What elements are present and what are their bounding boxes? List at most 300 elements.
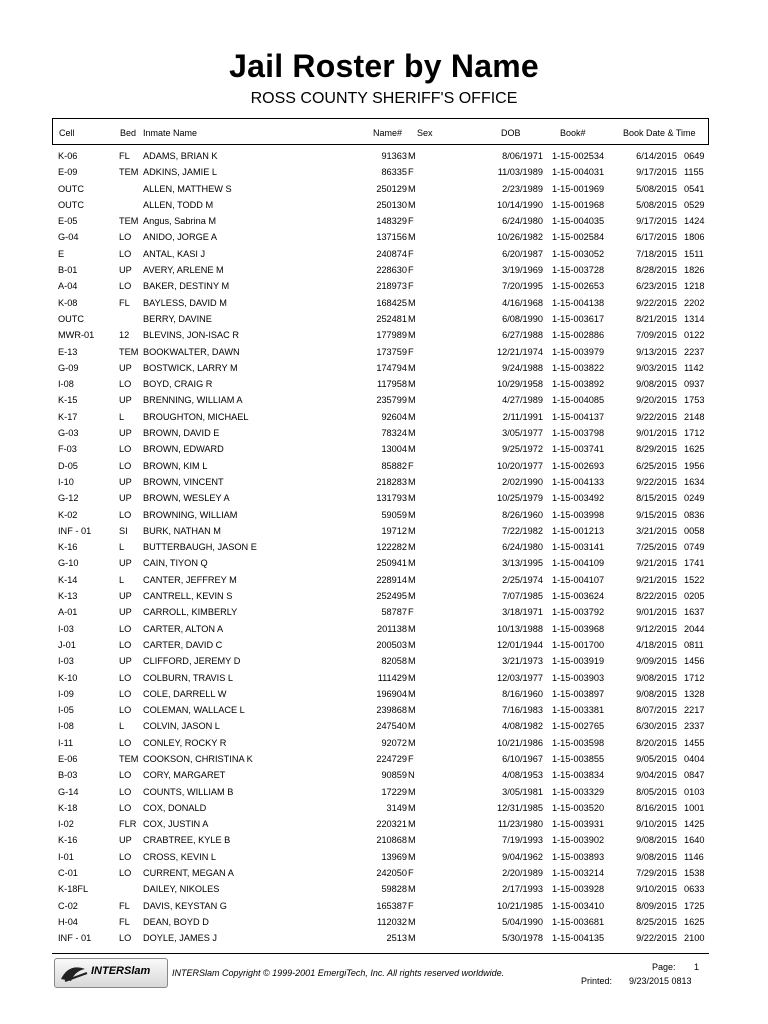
- row-inmate-name: CRABTREE, KYLE B: [143, 835, 231, 846]
- row-dob: 10/14/1990: [497, 199, 543, 210]
- row-book-number: 1-15-003998: [552, 509, 605, 520]
- table-row: [0, 508, 768, 524]
- interslam-logo: [54, 958, 168, 988]
- row-cell: I-01: [58, 851, 74, 862]
- row-sex: M: [408, 428, 416, 439]
- row-sex: M: [408, 525, 416, 536]
- row-book-date: 8/29/2015: [636, 444, 677, 455]
- row-book-time: 1640: [684, 835, 705, 846]
- row-bed: UP: [119, 591, 132, 602]
- row-sex: N: [408, 770, 415, 781]
- row-dob: 7/22/1982: [502, 525, 543, 536]
- row-name-number: 59828: [381, 884, 407, 895]
- row-sex: M: [408, 574, 416, 585]
- row-book-number: 1-15-003903: [552, 672, 605, 683]
- row-dob: 6/08/1990: [502, 313, 543, 324]
- row-inmate-name: CARROLL, KIMBERLY: [143, 607, 238, 618]
- row-book-time: 0749: [684, 542, 705, 553]
- row-book-date: 9/08/2015: [636, 851, 677, 862]
- row-sex: F: [408, 167, 414, 178]
- row-book-date: 9/08/2015: [636, 835, 677, 846]
- row-book-date: 7/09/2015: [636, 330, 677, 341]
- row-book-number: 1-15-003893: [552, 851, 605, 862]
- row-book-date: 9/08/2015: [636, 688, 677, 699]
- row-cell: K-18: [58, 802, 78, 813]
- row-book-number: 1-15-003792: [552, 607, 605, 618]
- row-book-time: 2217: [684, 705, 705, 716]
- row-book-date: 8/20/2015: [636, 737, 677, 748]
- row-inmate-name: CORY, MARGARET: [143, 770, 226, 781]
- row-book-time: 2148: [684, 411, 705, 422]
- row-dob: 2/02/1990: [502, 476, 543, 487]
- row-book-date: 8/16/2015: [636, 802, 677, 813]
- row-book-time: 2100: [684, 933, 705, 944]
- row-bed: LO: [119, 672, 132, 683]
- row-bed: LO: [119, 623, 132, 634]
- row-inmate-name: Angus, Sabrina M: [143, 216, 217, 227]
- row-name-number: 235799: [376, 395, 407, 406]
- row-book-date: 9/17/2015: [636, 216, 677, 227]
- table-row: [0, 361, 768, 377]
- row-name-number: 210868: [376, 835, 407, 846]
- row-sex: F: [408, 900, 414, 911]
- row-book-date: 8/28/2015: [636, 265, 677, 276]
- row-dob: 6/20/1987: [502, 248, 543, 259]
- row-bed: TEM: [119, 216, 139, 227]
- row-sex: M: [408, 916, 416, 927]
- row-inmate-name: DEAN, BOYD D: [143, 916, 209, 927]
- row-cell: K-18FL: [58, 884, 89, 895]
- table-row: [0, 540, 768, 556]
- row-inmate-name: BROWN, EDWARD: [143, 444, 224, 455]
- row-dob: 10/21/1986: [497, 737, 543, 748]
- row-bed: FL: [119, 151, 130, 161]
- row-cell: I-05: [58, 705, 74, 716]
- row-inmate-name: ADAMS, BRIAN K: [143, 151, 218, 161]
- row-sex: M: [408, 639, 416, 650]
- row-sex: F: [408, 868, 414, 879]
- row-sex: F: [408, 753, 414, 764]
- row-book-time: 1625: [684, 444, 705, 455]
- row-bed: FLR: [119, 819, 137, 830]
- row-inmate-name: BROWN, VINCENT: [143, 476, 224, 487]
- row-cell: INF - 01: [58, 933, 92, 944]
- row-name-number: 247540: [376, 721, 407, 732]
- row-book-number: 1-15-003214: [552, 868, 605, 879]
- row-name-number: 117958: [377, 379, 407, 390]
- row-name-number: 173759: [376, 346, 407, 357]
- row-inmate-name: COUNTS, WILLIAM B: [143, 786, 234, 797]
- row-book-number: 1-15-003902: [552, 835, 605, 846]
- row-book-number: 1-15-003919: [552, 656, 605, 667]
- row-book-time: 1456: [684, 656, 705, 667]
- row-inmate-name: CROSS, KEVIN L: [143, 851, 217, 862]
- row-name-number: 19712: [381, 525, 407, 536]
- row-book-time: 0541: [684, 183, 705, 194]
- row-dob: 4/16/1968: [502, 297, 543, 308]
- row-dob: 10/25/1979: [497, 493, 543, 504]
- row-book-number: 1-15-004031: [552, 167, 605, 178]
- row-inmate-name: CAIN, TIYON Q: [143, 558, 208, 569]
- row-name-number: 131793: [376, 493, 407, 504]
- row-book-time: 0811: [684, 639, 704, 650]
- row-cell: K-10: [58, 672, 78, 683]
- row-bed: UP: [119, 835, 132, 846]
- table-row: [0, 687, 768, 703]
- row-inmate-name: ANIDO, JORGE A: [143, 232, 218, 243]
- row-name-number: 78324: [381, 428, 407, 439]
- table-row: [0, 589, 768, 605]
- row-name-number: 250129: [376, 183, 407, 194]
- table-row: [0, 410, 768, 426]
- row-name-number: 122282: [376, 542, 407, 553]
- table-row: [0, 198, 768, 214]
- row-sex: M: [408, 476, 416, 487]
- row-book-date: 6/14/2015: [636, 151, 677, 161]
- row-book-date: 6/25/2015: [636, 460, 677, 471]
- row-book-date: 9/04/2015: [636, 770, 677, 781]
- table-row: [0, 247, 768, 263]
- row-name-number: 242050: [376, 868, 407, 879]
- row-bed: LO: [119, 639, 132, 650]
- row-book-date: 9/21/2015: [636, 558, 677, 569]
- copyright-notice: INTERSlam Copyright © 1999-2001 EmergiTech, Inc. All rights reserved worldwide.: [172, 968, 505, 978]
- row-cell: K-17: [58, 411, 78, 422]
- table-row: [0, 328, 768, 344]
- row-name-number: 252495: [376, 591, 407, 602]
- row-bed: LO: [119, 379, 132, 390]
- row-sex: M: [408, 395, 416, 406]
- row-name-number: 86335: [381, 167, 407, 178]
- row-bed: UP: [119, 656, 132, 667]
- row-sex: M: [408, 444, 416, 455]
- row-dob: 3/18/1971: [502, 607, 543, 618]
- table-row: [0, 654, 768, 670]
- row-book-number: 1-15-003492: [552, 493, 605, 504]
- row-sex: M: [408, 851, 416, 862]
- row-cell: I-09: [58, 688, 74, 699]
- row-book-date: 6/30/2015: [636, 721, 677, 732]
- table-row: [0, 573, 768, 589]
- row-book-time: 1712: [684, 672, 705, 683]
- row-bed: L: [119, 542, 125, 553]
- row-book-number: 1-15-003834: [552, 770, 605, 781]
- row-inmate-name: COLBURN, TRAVIS L: [143, 672, 234, 683]
- row-book-date: 8/05/2015: [636, 786, 677, 797]
- row-cell: I-03: [58, 656, 74, 667]
- row-bed: L: [119, 411, 125, 422]
- row-dob: 11/23/1980: [497, 819, 543, 830]
- row-book-date: 7/25/2015: [636, 542, 677, 553]
- table-row: [0, 768, 768, 784]
- row-cell: C-02: [58, 900, 78, 911]
- row-cell: OUTC: [58, 313, 85, 324]
- row-name-number: 92072: [381, 737, 407, 748]
- row-bed: UP: [119, 265, 132, 276]
- row-book-time: 0404: [684, 753, 705, 764]
- row-cell: B-03: [58, 770, 78, 781]
- row-cell: D-05: [58, 460, 78, 471]
- row-dob: 10/29/1958: [497, 379, 543, 390]
- row-book-date: 9/05/2015: [636, 753, 677, 764]
- row-sex: M: [408, 362, 416, 373]
- table-row: [0, 638, 768, 654]
- row-cell: K-14: [58, 574, 78, 585]
- row-sex: M: [408, 802, 416, 813]
- row-book-number: 1-15-003798: [552, 428, 605, 439]
- table-row: [0, 263, 768, 279]
- row-book-number: 1-15-003979: [552, 346, 605, 357]
- row-bed: LO: [119, 688, 132, 699]
- row-bed: TEM: [119, 753, 139, 764]
- column-header-book-number: Book#: [560, 128, 586, 138]
- row-inmate-name: COLEMAN, WALLACE L: [143, 705, 245, 716]
- row-sex: M: [408, 379, 416, 390]
- row-book-date: 9/22/2015: [636, 411, 677, 422]
- row-sex: M: [408, 183, 416, 194]
- row-name-number: 3149: [386, 802, 407, 813]
- row-book-number: 1-15-002693: [552, 460, 605, 471]
- row-dob: 8/06/1971: [502, 151, 543, 161]
- row-bed: UP: [119, 476, 132, 487]
- row-book-time: 1001: [684, 802, 705, 813]
- row-book-time: 1826: [684, 265, 705, 276]
- table-row: [0, 312, 768, 328]
- row-inmate-name: AVERY, ARLENE M: [143, 265, 224, 276]
- table-row: [0, 149, 768, 165]
- row-book-number: 1-15-003052: [552, 248, 605, 259]
- row-name-number: 2513: [386, 933, 407, 944]
- table-row: [0, 736, 768, 752]
- row-book-date: 9/01/2015: [636, 428, 677, 439]
- row-dob: 6/24/1980: [502, 542, 543, 553]
- row-cell: INF - 01: [58, 525, 92, 536]
- row-cell: I-08: [58, 379, 74, 390]
- row-dob: 4/27/1989: [502, 395, 543, 406]
- row-dob: 5/30/1978: [502, 933, 543, 944]
- row-name-number: 239868: [376, 705, 407, 716]
- row-dob: 3/19/1969: [502, 265, 543, 276]
- row-cell: K-06: [58, 151, 78, 161]
- row-dob: 7/16/1983: [502, 705, 543, 716]
- row-inmate-name: COLE, DARRELL W: [143, 688, 227, 699]
- row-name-number: 220321: [376, 819, 407, 830]
- row-inmate-name: BRENNING, WILLIAM A: [143, 395, 243, 406]
- row-sex: M: [408, 688, 416, 699]
- row-book-time: 1753: [684, 395, 705, 406]
- row-dob: 12/21/1974: [497, 346, 543, 357]
- row-sex: F: [408, 607, 414, 618]
- row-book-date: 9/12/2015: [636, 623, 677, 634]
- column-header-bed: Bed: [120, 128, 137, 138]
- row-name-number: 59059: [381, 509, 407, 520]
- row-book-date: 9/10/2015: [636, 884, 677, 895]
- row-book-date: 8/15/2015: [636, 493, 677, 504]
- row-bed: L: [119, 721, 125, 732]
- row-cell: G-10: [58, 558, 79, 569]
- row-dob: 12/31/1985: [497, 802, 543, 813]
- row-book-time: 2337: [684, 721, 705, 732]
- report-subtitle: ROSS COUNTY SHERIFF'S OFFICE: [250, 90, 518, 107]
- row-dob: 3/21/1973: [502, 656, 543, 667]
- row-sex: M: [408, 151, 416, 161]
- table-row: [0, 719, 768, 735]
- table-row: [0, 165, 768, 181]
- row-cell: F-03: [58, 444, 77, 455]
- row-inmate-name: DAVIS, KEYSTAN G: [143, 900, 227, 911]
- row-cell: I-08: [58, 721, 74, 732]
- row-book-time: 1155: [684, 167, 704, 178]
- row-book-number: 1-15-001213: [552, 525, 605, 536]
- row-book-number: 1-15-002886: [552, 330, 605, 341]
- row-book-time: 0836: [684, 509, 705, 520]
- row-book-number: 1-15-004107: [552, 574, 605, 585]
- row-book-number: 1-15-003928: [552, 884, 605, 895]
- row-sex: M: [408, 591, 416, 602]
- row-sex: M: [408, 656, 416, 667]
- row-dob: 9/25/1972: [502, 444, 543, 455]
- row-name-number: 85882: [381, 460, 407, 471]
- table-row: [0, 296, 768, 312]
- row-bed: UP: [119, 558, 132, 569]
- row-inmate-name: COOKSON, CHRISTINA K: [143, 753, 253, 764]
- row-dob: 9/24/1988: [502, 362, 543, 373]
- row-book-time: 2202: [684, 297, 705, 308]
- row-inmate-name: CARTER, ALTON A: [143, 623, 224, 634]
- table-row: [0, 833, 768, 849]
- row-book-date: 9/22/2015: [636, 476, 677, 487]
- table-row: [0, 785, 768, 801]
- row-inmate-name: BURK, NATHAN M: [143, 525, 221, 536]
- row-name-number: 177989: [376, 330, 407, 341]
- row-book-time: 0649: [684, 151, 705, 161]
- row-sex: M: [408, 672, 416, 683]
- row-book-number: 1-15-002653: [552, 281, 605, 292]
- row-bed: LO: [119, 851, 132, 862]
- table-row: [0, 866, 768, 882]
- row-bed: LO: [119, 444, 132, 455]
- row-sex: F: [408, 346, 414, 357]
- table-row: [0, 882, 768, 898]
- row-book-date: 8/07/2015: [636, 705, 677, 716]
- row-inmate-name: BOSTWICK, LARRY M: [143, 362, 238, 373]
- row-book-time: 0847: [684, 770, 705, 781]
- row-book-date: 6/23/2015: [636, 281, 677, 292]
- row-sex: M: [408, 411, 416, 422]
- row-inmate-name: COX, JUSTIN A: [143, 819, 209, 830]
- row-bed: LO: [119, 802, 132, 813]
- row-sex: F: [408, 460, 414, 471]
- row-dob: 10/21/1985: [497, 900, 543, 911]
- row-sex: M: [408, 737, 416, 748]
- row-name-number: 218973: [376, 281, 407, 292]
- row-name-number: 174794: [376, 362, 407, 373]
- table-row: [0, 426, 768, 442]
- row-bed: LO: [119, 737, 132, 748]
- row-book-number: 1-15-003381: [552, 705, 605, 716]
- row-inmate-name: BROWN, WESLEY A: [143, 493, 230, 504]
- table-row: [0, 556, 768, 572]
- row-sex: M: [408, 313, 416, 324]
- row-inmate-name: BOYD, CRAIG R: [143, 379, 213, 390]
- report-title: Jail Roster by Name: [229, 48, 539, 84]
- row-bed: UP: [119, 607, 132, 618]
- row-name-number: 168425: [376, 297, 407, 308]
- row-name-number: 228914: [376, 574, 407, 585]
- row-inmate-name: BAKER, DESTINY M: [143, 281, 230, 292]
- row-sex: M: [408, 509, 416, 520]
- row-book-date: 7/29/2015: [636, 868, 677, 879]
- row-cell: MWR-01: [58, 330, 95, 341]
- row-sex: M: [408, 330, 416, 341]
- row-cell: J-01: [58, 639, 76, 650]
- row-name-number: 240874: [376, 248, 407, 259]
- row-bed: SI: [119, 525, 128, 536]
- row-cell: K-13: [58, 591, 78, 602]
- page-label: Page:: [652, 962, 676, 972]
- row-inmate-name: BROUGHTON, MICHAEL: [143, 411, 249, 422]
- row-dob: 7/07/1985: [502, 591, 543, 602]
- row-dob: 10/20/1977: [497, 460, 543, 471]
- row-cell: K-16: [58, 542, 78, 553]
- row-dob: 12/01/1944: [497, 639, 543, 650]
- row-sex: M: [408, 623, 416, 634]
- row-book-time: 1725: [684, 900, 705, 911]
- row-book-time: 1455: [684, 737, 705, 748]
- row-book-number: 1-15-003728: [552, 265, 605, 276]
- row-sex: M: [408, 297, 416, 308]
- row-book-date: 9/13/2015: [636, 346, 677, 357]
- row-book-number: 1-15-004133: [552, 476, 605, 487]
- row-name-number: 252481: [376, 313, 407, 324]
- row-cell: A-04: [58, 281, 78, 292]
- row-book-date: 9/20/2015: [636, 395, 677, 406]
- row-inmate-name: ADKINS, JAMIE L: [143, 167, 218, 178]
- row-book-date: 9/10/2015: [636, 819, 677, 830]
- row-bed: FL: [119, 297, 130, 308]
- row-book-time: 1712: [684, 428, 705, 439]
- row-sex: M: [408, 786, 416, 797]
- row-cell: H-04: [58, 916, 78, 927]
- table-row: [0, 605, 768, 621]
- row-book-number: 1-15-003681: [552, 916, 605, 927]
- row-book-time: 1741: [684, 558, 705, 569]
- row-book-time: 1424: [684, 216, 705, 227]
- row-inmate-name: BROWN, DAVID E: [143, 428, 220, 439]
- row-dob: 10/26/1982: [497, 232, 543, 243]
- row-dob: 2/23/1989: [502, 183, 543, 194]
- row-sex: M: [408, 558, 416, 569]
- row-book-time: 0205: [684, 591, 705, 602]
- row-sex: M: [408, 819, 416, 830]
- row-name-number: 165387: [376, 900, 407, 911]
- row-book-time: 0529: [684, 199, 705, 210]
- table-row: [0, 459, 768, 475]
- row-dob: 6/27/1988: [502, 330, 543, 341]
- row-book-date: 8/09/2015: [636, 900, 677, 911]
- row-name-number: 13004: [381, 444, 407, 455]
- row-book-time: 1511: [684, 248, 704, 259]
- row-dob: 4/08/1982: [502, 721, 543, 732]
- row-book-time: 1522: [684, 574, 705, 585]
- row-book-time: 1806: [684, 232, 705, 243]
- row-book-number: 1-15-004138: [552, 297, 605, 308]
- row-bed: FL: [119, 916, 130, 927]
- row-sex: M: [408, 199, 416, 210]
- row-book-number: 1-15-003410: [552, 900, 605, 911]
- row-book-number: 1-15-002765: [552, 721, 605, 732]
- row-book-time: 1328: [684, 688, 705, 699]
